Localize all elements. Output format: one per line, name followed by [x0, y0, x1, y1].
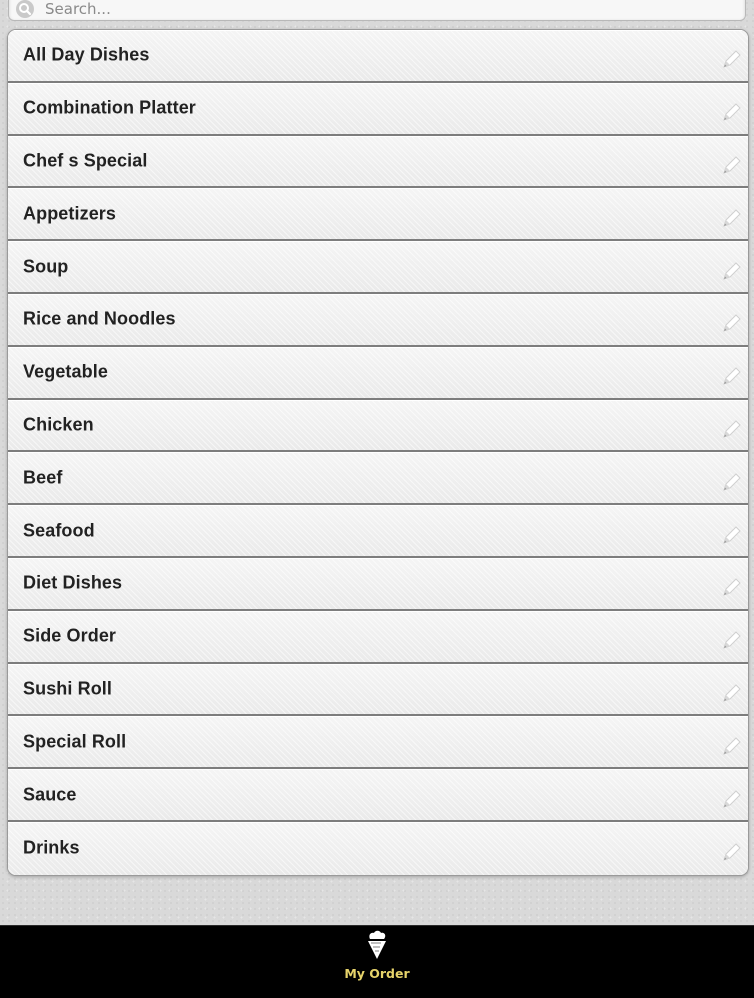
pencil-icon — [720, 261, 742, 283]
menu-item-label: Combination Platter — [23, 97, 196, 118]
pencil-icon — [720, 366, 742, 388]
my-order-button[interactable] — [327, 930, 427, 986]
menu-item-label: Side Order — [23, 625, 117, 646]
menu-item-diet-dishes[interactable] — [8, 558, 748, 611]
menu-item-label: Vegetable — [23, 361, 108, 382]
menu-item-label: Special Roll — [23, 731, 127, 752]
menu-item-seafood[interactable] — [8, 505, 748, 558]
pencil-icon — [720, 789, 742, 811]
search-bar[interactable] — [8, 0, 746, 21]
my-order-label: My Order — [344, 966, 410, 981]
pencil-icon — [720, 630, 742, 652]
pencil-icon — [720, 683, 742, 705]
menu-item-combination-platter[interactable] — [8, 83, 748, 136]
menu-item-label: Sauce — [23, 784, 77, 805]
menu-item-label: Drinks — [23, 837, 80, 858]
menu-item-label: Beef — [23, 467, 63, 488]
menu-item-sushi-roll[interactable] — [8, 664, 748, 717]
menu-item-special-roll[interactable] — [8, 716, 748, 769]
menu-item-all-day-dishes[interactable] — [8, 30, 748, 83]
ice-cream-cone-icon — [365, 930, 389, 960]
menu-item-beef[interactable] — [8, 452, 748, 505]
menu-item-label: Sushi Roll — [23, 678, 113, 699]
menu-item-sauce[interactable] — [8, 769, 748, 822]
menu-item-rice-and-noodles[interactable] — [8, 294, 748, 347]
menu-item-drinks[interactable] — [8, 822, 748, 875]
menu-category-list — [7, 29, 749, 876]
menu-item-vegetable[interactable] — [8, 347, 748, 400]
search-icon — [15, 0, 35, 19]
menu-item-label: Chicken — [23, 414, 94, 435]
pencil-icon — [720, 102, 742, 124]
pencil-icon — [720, 155, 742, 177]
pencil-icon — [720, 525, 742, 547]
pencil-icon — [720, 736, 742, 758]
pencil-icon — [720, 472, 742, 494]
menu-item-soup[interactable] — [8, 241, 748, 294]
menu-item-label: All Day Dishes — [23, 44, 150, 65]
pencil-icon — [720, 49, 742, 71]
menu-item-label: Seafood — [23, 520, 95, 541]
menu-item-chefs-special[interactable] — [8, 136, 748, 189]
menu-item-chicken[interactable] — [8, 400, 748, 453]
pencil-icon — [720, 577, 742, 599]
pencil-icon — [720, 313, 742, 335]
menu-item-label: Rice and Noodles — [23, 308, 176, 329]
search-input[interactable] — [45, 0, 705, 19]
menu-item-label: Diet Dishes — [23, 572, 123, 593]
menu-item-label: Chef s Special — [23, 150, 148, 171]
menu-item-side-order[interactable] — [8, 611, 748, 664]
pencil-icon — [720, 419, 742, 441]
menu-item-appetizers[interactable] — [8, 188, 748, 241]
menu-item-label: Appetizers — [23, 203, 117, 224]
menu-item-label: Soup — [23, 256, 69, 277]
pencil-icon — [720, 842, 742, 864]
bottom-toolbar — [0, 925, 754, 998]
pencil-icon — [720, 208, 742, 230]
